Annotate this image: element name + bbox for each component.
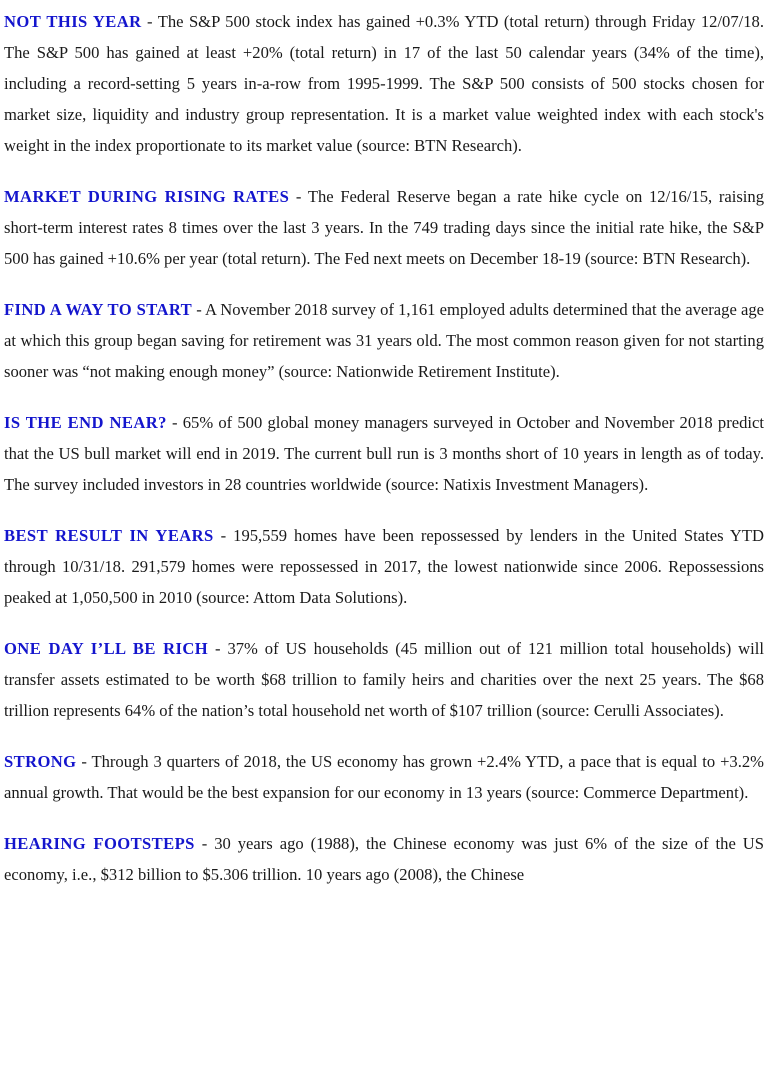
paragraph-headline: HEARING FOOTSTEPS xyxy=(4,834,195,853)
paragraph-is-the-end-near xyxy=(2,407,766,500)
paragraph-headline: NOT THIS YEAR xyxy=(4,12,142,31)
paragraph-headline: STRONG xyxy=(4,752,77,771)
paragraph-headline: FIND A WAY TO START xyxy=(4,300,193,319)
paragraph-body: - 30 years ago (1988), the Chinese economy was just 6% of the size of the US economy, i.e., $312 billion to $5.306 trillion. 10 years ago (2008), the Chinese xyxy=(4,834,764,884)
paragraph-body: - 195,559 homes have been repossessed by lenders in the United States YTD through 10/31/18. 291,579 homes were repossessed in 2017, the lowest nationwide since 2006. Repossessions peaked at 1,050,500 in 2010 (source: Attom Data Solutions). xyxy=(4,526,764,607)
paragraph-market-during-rising-rates xyxy=(2,181,766,274)
paragraph-body: - The Federal Reserve began a rate hike cycle on 12/16/15, raising short-term interest rates 8 times over the last 3 years. In the 749 trading days since the initial rate hike, the S&P 500 has gained +10.6% per year (total return). The Fed next meets on December 18-19 (source: BTN Research). xyxy=(4,187,764,268)
paragraph-find-a-way-to-start xyxy=(2,294,766,387)
paragraph-headline: ONE DAY I’LL BE RICH xyxy=(4,639,209,658)
paragraph-headline: MARKET DURING RISING RATES xyxy=(4,187,290,206)
paragraph-hearing-footsteps xyxy=(2,828,766,890)
paragraph-body: - Through 3 quarters of 2018, the US economy has grown +2.4% YTD, a pace that is equal to +3.2% annual growth. That would be the best expansion for our economy in 13 years (source: Commerce Department). xyxy=(4,752,764,802)
paragraph-headline: IS THE END NEAR? xyxy=(4,413,167,432)
paragraph-body: - 65% of 500 global money managers surveyed in October and November 2018 predict that the US bull market will end in 2019. The current bull run is 3 months short of 10 years in length as of today. The survey included investors in 28 countries worldwide (source: Natixis Investment Managers). xyxy=(4,413,765,494)
paragraph-best-result-in-years xyxy=(2,520,766,613)
paragraph-body: - The S&P 500 stock index has gained +0.3% YTD (total return) through Friday 12/07/18. The S&P 500 has gained at least +20% (total return) in 17 of the last 50 calendar years (34% of the time), including a record-setting 5 years in-a-row from 1995-1999. The S&P 500 consists of 500 stocks chosen for market size, liquidity and industry group representation. It is a market value weighted index with each stock's weight in the index proportionate to its market value (source: BTN Research). xyxy=(4,12,764,155)
paragraph-one-day-ill-be-rich xyxy=(2,633,766,726)
paragraph-body: - 37% of US households (45 million out of 121 million total households) will transfer assets estimated to be worth $68 trillion to family heirs and charities over the next 25 years. The $68 trillion represents 64% of the nation’s total household net worth of $107 trillion (source: Cerulli Associates). xyxy=(4,639,764,720)
paragraph-strong xyxy=(2,746,766,808)
paragraph-not-this-year xyxy=(2,6,766,161)
paragraph-body: - A November 2018 survey of 1,161 employed adults determined that the average age at which this group began saving for retirement was 31 years old. The most common reason given for not starting sooner was “not making enough money” (source: Nationwide Retirement Institute). xyxy=(4,300,764,381)
paragraph-headline: BEST RESULT IN YEARS xyxy=(4,526,214,545)
